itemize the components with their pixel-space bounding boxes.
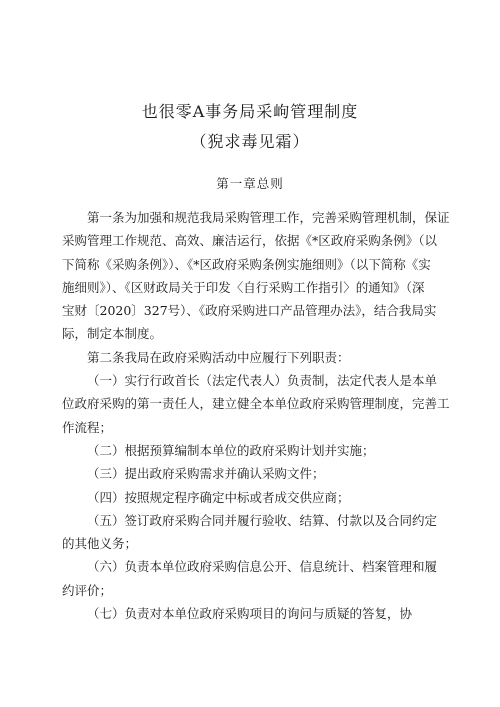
text-line: （七）负责对本单位政府采购项目的询问与质疑的答复，协 (87, 606, 413, 622)
text-line: （一）实行行政首长（法定代表人）负责制，法定代表人是本单 (87, 373, 438, 389)
text-line: 际，制定本制度。 (62, 326, 163, 342)
text-line: （二）根据预算编制本单位的政府采购计划并实施； (87, 442, 375, 458)
chapter-heading: 第一章总则 (216, 176, 284, 191)
text-line: 作流程； (62, 419, 113, 435)
text-line: 第二条我局在政府采购活动中应履行下列职责： (87, 349, 350, 365)
text-line: 的其他义务； (62, 536, 138, 552)
text-line: 约评价； (62, 582, 113, 598)
text-line: 施细则》）、《区财政局关于印发〈自行采购工作指引〉的通知》（深 (62, 279, 425, 295)
text-line: （四）按照规定程序确定中标或者成交供应商； (87, 489, 350, 505)
text-line: 位政府采购的第一责任人，建立健全本单位政府采购管理制度，完善工 (62, 396, 450, 412)
text-line: 宝财〔2020〕327号）、《政府采购进口产品管理办法》，结合我局实 (62, 303, 437, 319)
document-body (62, 206, 450, 625)
text-line: 下简称《采购条例》）、《*区政府采购条例实施细则》（以下简称《实 (62, 256, 431, 272)
text-line: 第一条为加强和规范我局采购管理工作，完善采购管理机制，保证 (87, 210, 450, 225)
text-line: 采购管理工作规范、高效、廉洁运行，依据《*区政府采购条例》（以 (62, 233, 438, 249)
text-line: （三）提出政府采购需求并确认采购文件； (87, 466, 325, 482)
text-line: （五）签订政府采购合同并履行验收、结算、付款以及合同约定 (87, 512, 438, 528)
document-title: 也很零A事务局采岣管理制度 (141, 102, 359, 121)
document-subtitle: （猊求毒见霜） (190, 132, 310, 151)
text-line: （六）负责本单位政府采购信息公开、信息统计、档案管理和履 (87, 559, 438, 575)
